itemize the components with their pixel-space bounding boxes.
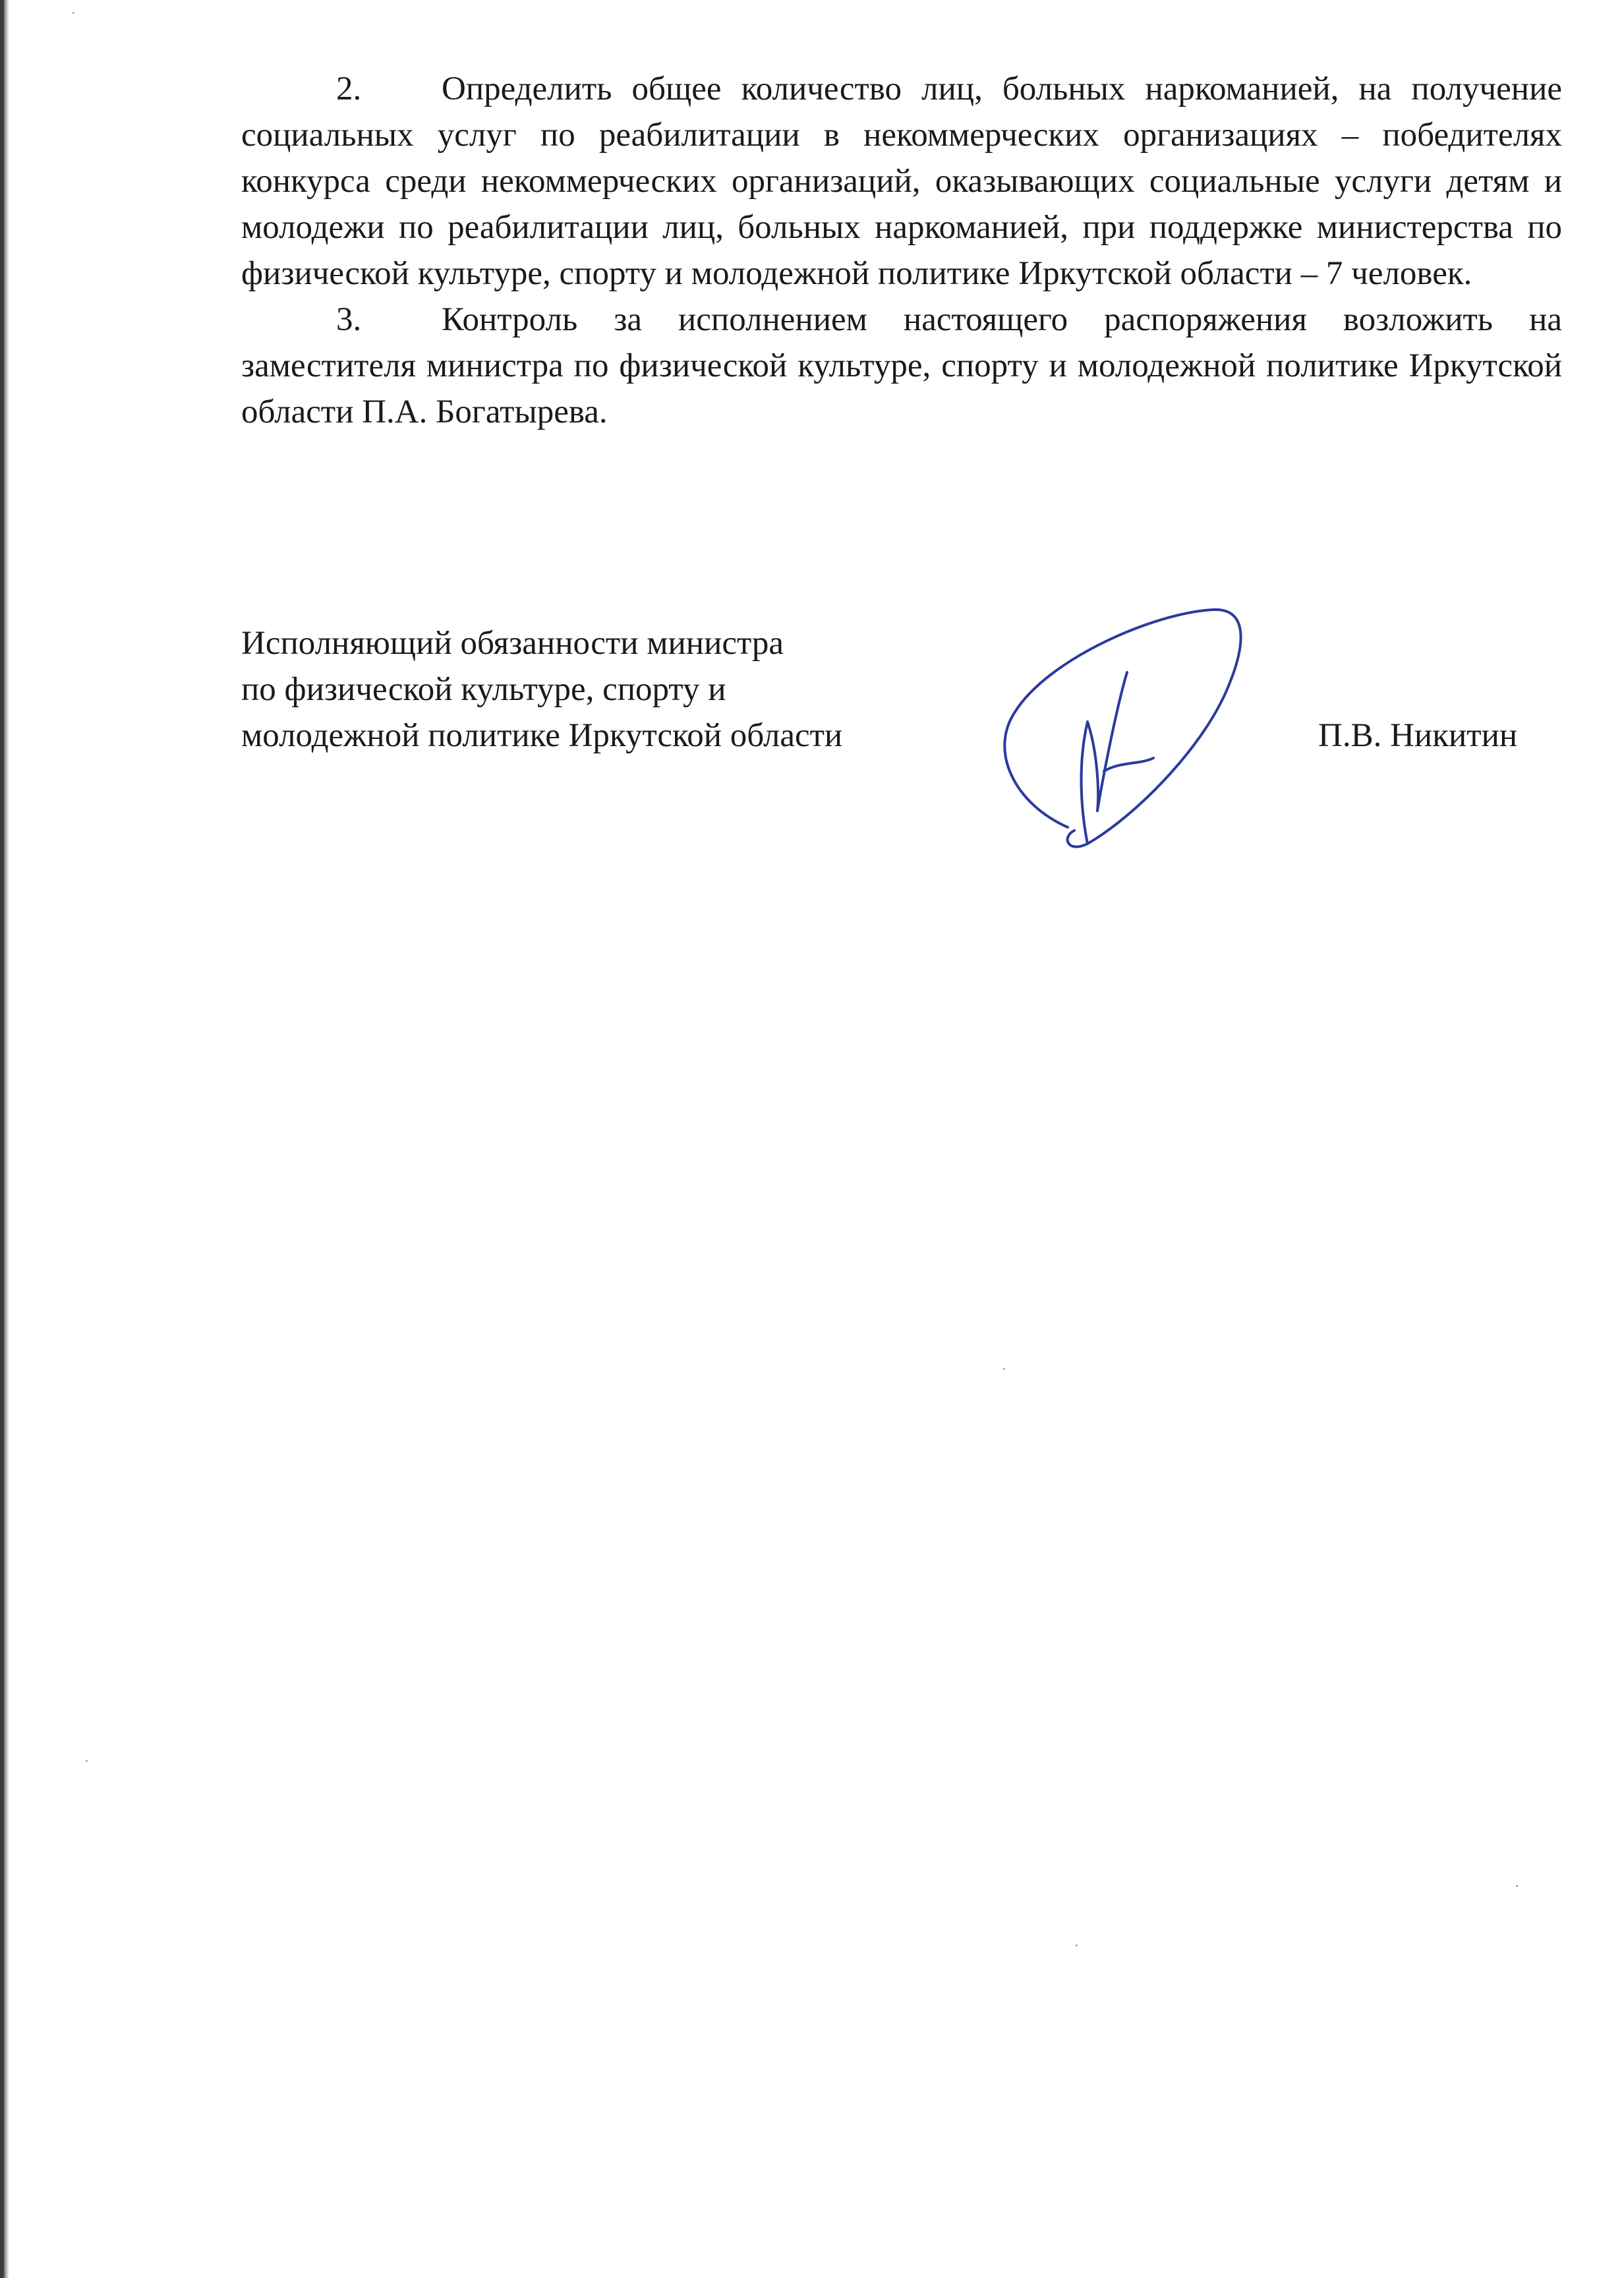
paragraph-2 bbox=[241, 66, 1562, 297]
paragraph-number: 2. bbox=[336, 71, 362, 107]
paragraph-text: Определить общее количество лиц, больных наркоманией, на получение социальных услуг по реабилитации в некоммерческих организациях – победителях конкурса среди некоммерческих организаций, оказывающих социальные услуги детям и молодежи по реабилитации лиц, больных наркоманией, при поддержке министерства по физической культуре, спорту и молодежной политике Иркутской области – 7 человек. bbox=[241, 71, 1562, 292]
signatory-position bbox=[241, 620, 1032, 759]
position-line: Исполняющий обязанности министра bbox=[241, 625, 784, 662]
paragraph-3 bbox=[241, 297, 1562, 435]
scan-edge bbox=[0, 0, 9, 2278]
scan-speck bbox=[1516, 1885, 1518, 1887]
scan-speck bbox=[86, 1760, 88, 1762]
paragraph-number: 3. bbox=[336, 301, 362, 338]
scan-speck bbox=[72, 12, 74, 14]
handwritten-signature bbox=[989, 600, 1252, 863]
paragraph-text: Контроль за исполнением настоящего распоряжения возложить на заместителя министра по физической культуре, спорту и молодежной политике Иркутской области П.А. Богатырева. bbox=[241, 301, 1562, 430]
position-line: по физической культуре, спорту и bbox=[241, 671, 726, 708]
signatory-name: П.В. Никитин bbox=[1318, 717, 1518, 754]
document-body bbox=[241, 66, 1562, 435]
position-line: молодежной политике Иркутской области bbox=[241, 717, 843, 754]
scan-speck bbox=[1076, 1944, 1078, 1946]
scan-speck bbox=[1003, 1368, 1005, 1370]
